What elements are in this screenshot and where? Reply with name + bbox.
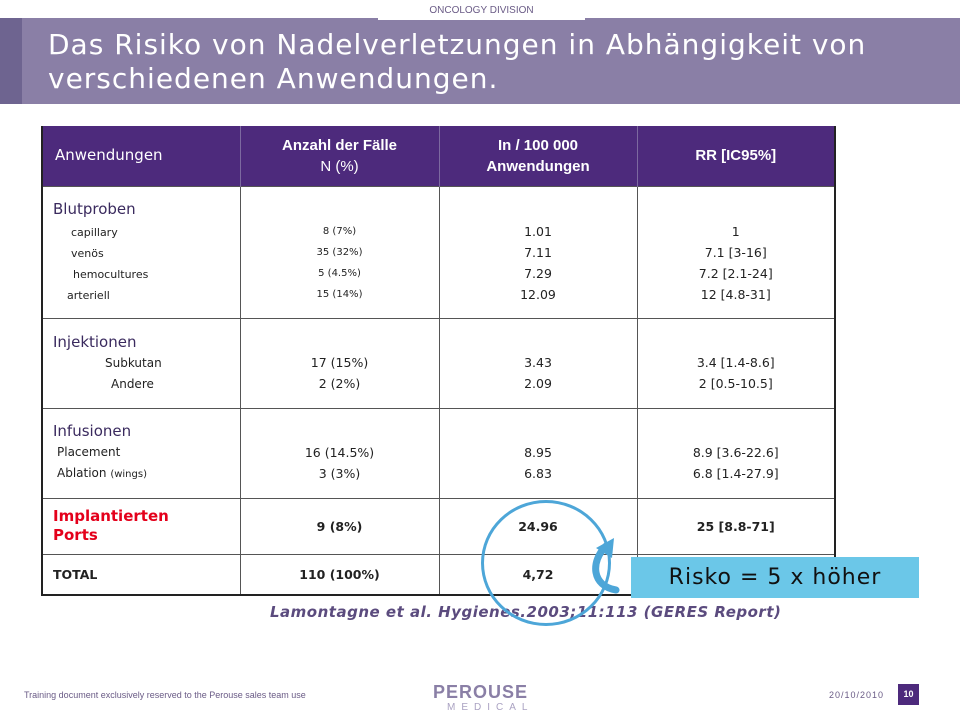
- count-venoes: 35 (32%): [316, 247, 363, 258]
- cell-ports-rate: 24.96: [439, 498, 637, 554]
- perouse-logo: [433, 682, 533, 714]
- cell-injektionen-rates: [439, 318, 637, 408]
- table-header-row: [42, 126, 835, 186]
- title-band-strip: [0, 18, 22, 104]
- header-rr: RR [IC95%]: [637, 126, 835, 186]
- rate-hemocultures: 7.29: [524, 266, 552, 281]
- risk-table: [41, 126, 836, 596]
- count-capillary: 8 (7%): [322, 226, 357, 237]
- rate-ablation: 6.83: [524, 466, 552, 481]
- sub-capillary: capillary: [71, 225, 118, 239]
- cell-infusionen-rates: [439, 408, 637, 498]
- cell-injektionen-rr: [637, 318, 835, 408]
- header-anzahl-line2: N (%): [320, 157, 359, 175]
- page-number: 10: [898, 684, 919, 705]
- page-title: [48, 28, 938, 96]
- division-label: ONCOLOGY DIVISION: [378, 0, 585, 20]
- ports-name-line2: Ports: [53, 526, 98, 544]
- count-arteriell: 15 (14%): [316, 289, 363, 300]
- cell-ports-name: [42, 498, 240, 554]
- header-anzahl: [240, 126, 439, 186]
- header-rate-line2: Anwendungen: [486, 157, 590, 175]
- rate-capillary: 1.01: [524, 224, 552, 239]
- count-andere: 2 (2%): [318, 376, 361, 391]
- sub-placement: Placement: [57, 445, 121, 459]
- cell-blutproben-rr: [637, 186, 835, 318]
- ports-name-line1: Implantierten: [53, 507, 169, 525]
- cell-infusionen-name: [42, 408, 240, 498]
- count-hemocultures: 5 (4.5%): [318, 268, 361, 279]
- rr-hemocultures: 7.2 [2.1-24]: [698, 266, 773, 281]
- cell-blutproben-name: [42, 186, 240, 318]
- category-injektionen: Injektionen: [53, 332, 137, 351]
- count-ablation: 3 (3%): [318, 466, 361, 481]
- table-row-ports: [42, 498, 835, 554]
- rate-venoes: 7.11: [524, 245, 552, 260]
- rr-subkutan: 3.4 [1.4-8.6]: [696, 355, 775, 370]
- cell-total-rate: 4,72: [439, 554, 637, 595]
- cell-total-count: 110 (100%): [240, 554, 439, 595]
- sub-ablation-note: (wings): [110, 469, 147, 480]
- rr-venoes: 7.1 [3-16]: [704, 245, 767, 260]
- cell-injektionen-name: [42, 318, 240, 408]
- count-placement: 16 (14.5%): [304, 445, 375, 460]
- header-anzahl-line1: Anzahl der Fälle: [281, 136, 398, 154]
- rr-placement: 8.9 [3.6-22.6]: [692, 445, 779, 460]
- cell-ports-count: 9 (8%): [240, 498, 439, 554]
- reference-citation: Lamontagne et al. Hygienes.2003;11:113 (GERES Report): [270, 603, 782, 621]
- sub-arteriell: arteriell: [67, 288, 110, 302]
- page-title-line-2: verschiedenen Anwendungen.: [48, 62, 499, 95]
- cell-ports-rr: 25 [8.8-71]: [637, 498, 835, 554]
- sub-ablation-label: Ablation: [57, 466, 107, 480]
- table-row-blutproben: [42, 186, 835, 318]
- table-row-infusionen: [42, 408, 835, 498]
- curved-arrow-icon: [588, 536, 634, 594]
- category-blutproben: Blutproben: [53, 199, 136, 218]
- page-title-line-1: Das Risiko von Nadelverletzungen in Abhängigkeit von: [48, 28, 867, 61]
- footer-date: 20/10/2010: [829, 690, 885, 700]
- category-infusionen: Infusionen: [53, 422, 132, 440]
- logo-brand: PEROUSE: [433, 682, 529, 702]
- header-rate: [439, 126, 637, 186]
- header-anwendungen: Anwendungen: [42, 126, 240, 186]
- rate-andere: 2.09: [524, 376, 552, 391]
- cell-infusionen-counts: [240, 408, 439, 498]
- cell-blutproben-rates: [439, 186, 637, 318]
- risk-callout: Risko = 5 x höher: [631, 557, 919, 598]
- rr-ablation: 6.8 [1.4-27.9]: [692, 466, 779, 481]
- header-rate-line1: In / 100 000: [497, 136, 579, 154]
- cell-infusionen-rr: [637, 408, 835, 498]
- footer-notice: Training document exclusively reserved to the Perouse sales team use: [24, 690, 306, 700]
- cell-blutproben-counts: [240, 186, 439, 318]
- rate-placement: 8.95: [524, 445, 552, 460]
- cell-total-name: TOTAL: [42, 554, 240, 595]
- rr-capillary: 1: [731, 224, 740, 239]
- sub-andere: Andere: [111, 376, 154, 391]
- title-band: [0, 18, 960, 104]
- rr-andere: 2 [0.5-10.5]: [698, 376, 773, 391]
- sub-venoes: venös: [71, 246, 104, 260]
- logo-sub: MEDICAL: [447, 702, 534, 713]
- rate-subkutan: 3.43: [524, 355, 552, 370]
- rate-arteriell: 12.09: [520, 287, 556, 302]
- sub-ablation: [53, 463, 240, 485]
- sub-hemocultures: hemocultures: [73, 267, 149, 281]
- sub-subkutan: Subkutan: [105, 355, 162, 370]
- table-row-injektionen: [42, 318, 835, 408]
- count-subkutan: 17 (15%): [310, 355, 369, 370]
- cell-injektionen-counts: [240, 318, 439, 408]
- rr-arteriell: 12 [4.8-31]: [700, 287, 771, 302]
